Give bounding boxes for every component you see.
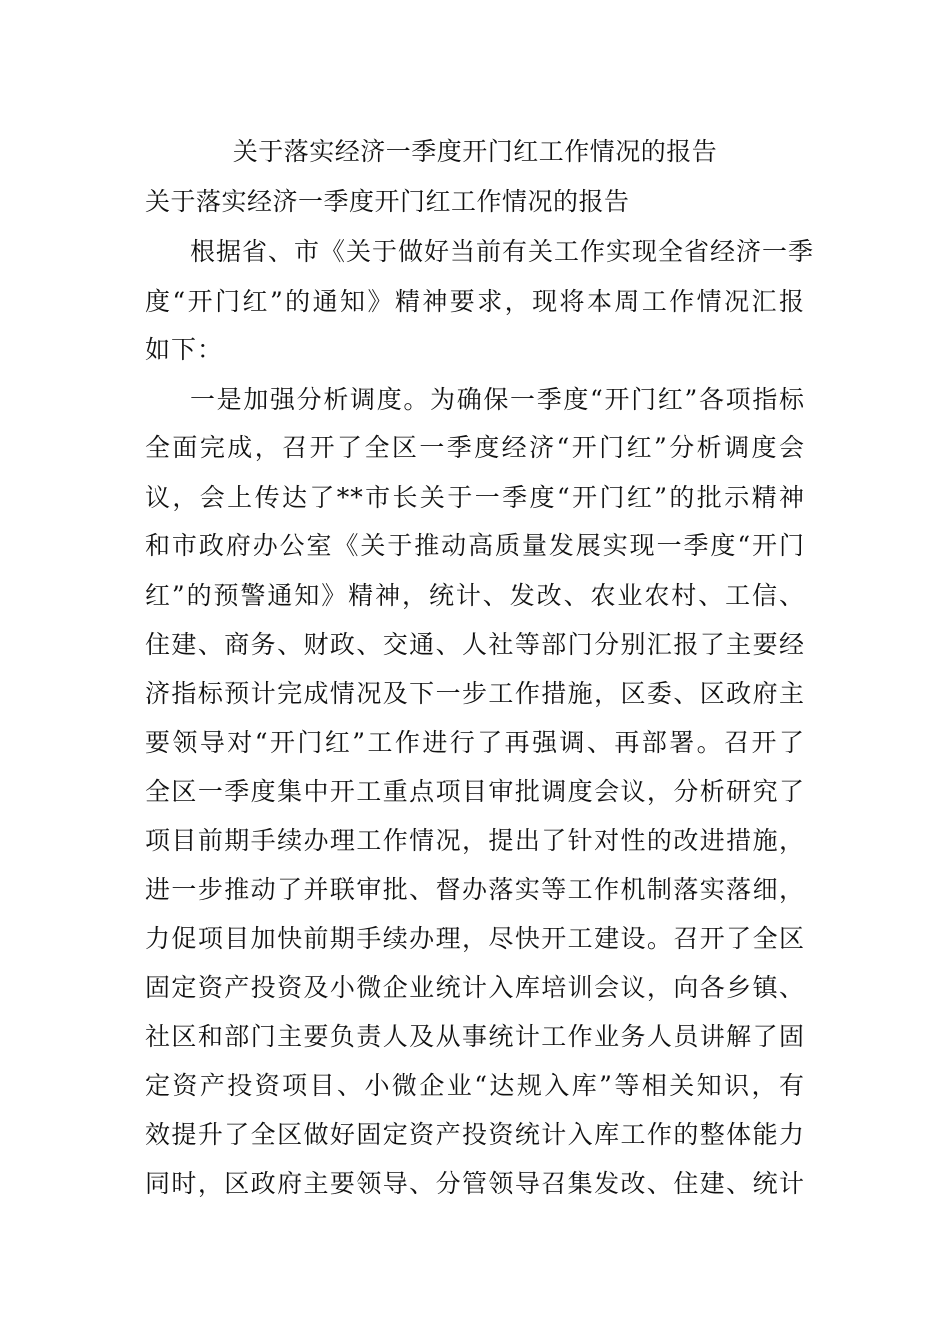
body-line: 要领导对“开门红”工作进行了再强调、再部署。召开了 xyxy=(145,728,805,757)
body-line: 社区和部门主要负责人及从事统计工作业务人员讲解了固 xyxy=(145,1022,805,1051)
body-line: 固定资产投资及小微企业统计入库培训会议，向各乡镇、 xyxy=(145,973,805,1002)
body-line: 红”的预警通知》精神，统计、发改、农业农村、工信、 xyxy=(145,581,805,610)
body-line: 同时，区政府主要领导、分管领导召集发改、住建、统计 xyxy=(145,1169,805,1198)
document-title: 关于落实经济一季度开门红工作情况的报告 xyxy=(232,137,718,166)
body-line: 和市政府办公室《关于推动高质量发展实现一季度“开门 xyxy=(145,531,805,560)
body-line: 议，会上传达了**市长关于一季度“开门红”的批示精神 xyxy=(145,483,805,512)
body-line: 效提升了全区做好固定资产投资统计入库工作的整体能力 xyxy=(145,1120,805,1149)
body-line: 全区一季度集中开工重点项目审批调度会议，分析研究了 xyxy=(145,777,805,806)
body-line: 全面完成，召开了全区一季度经济“开门红”分析调度会 xyxy=(145,433,805,462)
body-line: 度“开门红”的通知》精神要求，现将本周工作情况汇报 xyxy=(145,287,805,316)
body-line: 济指标预计完成情况及下一步工作措施，区委、区政府主 xyxy=(145,679,805,708)
body-line: 住建、商务、财政、交通、人社等部门分别汇报了主要经 xyxy=(145,630,805,659)
body-line: 如下： xyxy=(145,335,224,364)
body-line: 项目前期手续办理工作情况，提出了针对性的改进措施， xyxy=(145,826,805,855)
body-line: 力促项目加快前期手续办理，尽快开工建设。召开了全区 xyxy=(145,924,805,953)
body-line: 进一步推动了并联审批、督办落实等工作机制落实落细， xyxy=(145,875,805,904)
body-line: 根据省、市《关于做好当前有关工作实现全省经济一季 xyxy=(190,237,815,266)
document-subtitle: 关于落实经济一季度开门红工作情况的报告 xyxy=(145,187,630,216)
body-line: 定资产投资项目、小微企业“达规入库”等相关知识，有 xyxy=(145,1071,805,1100)
body-line: 一是加强分析调度。为确保一季度“开门红”各项指标 xyxy=(190,385,805,414)
